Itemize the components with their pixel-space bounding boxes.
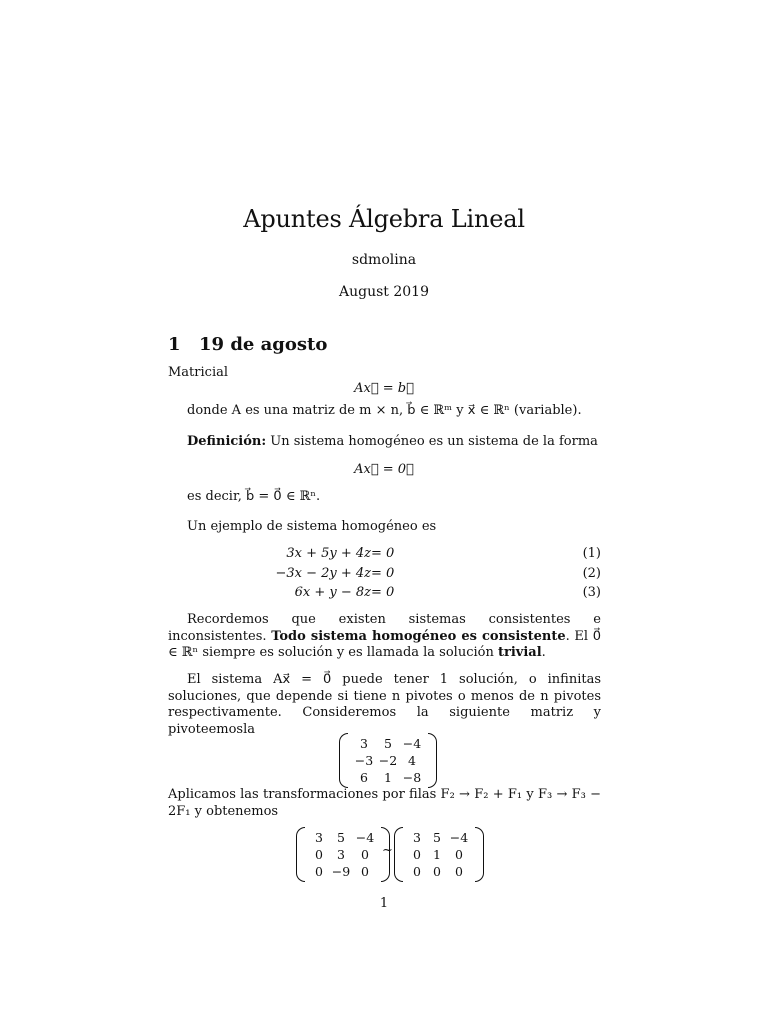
matrix-cell: 0 (413, 847, 421, 862)
matrix-cell: 4 (408, 753, 416, 768)
matrix-cell: 0 (361, 847, 369, 862)
donde-paragraph: donde A es una matriz de m × n, b⃗ ∈ ℝᵐ y x⃗ ∈ ℝⁿ (variable). (187, 403, 582, 418)
equation-rhs: = 0 (371, 546, 395, 561)
matrix-cell: 5 (384, 736, 392, 751)
matrix-cell: 0 (315, 847, 323, 862)
matrix-cell: 0 (315, 864, 323, 879)
matrix-cell: 0 (361, 864, 369, 879)
matrix-cell: 0 (455, 847, 463, 862)
matrix-reduced (394, 827, 484, 882)
matrix-cell: 0 (413, 864, 421, 879)
equation-rhs: = 0 (371, 585, 395, 600)
document-date: August 2019 (339, 284, 429, 300)
matrix-entries (348, 733, 428, 788)
matrix-cell: 0 (455, 864, 463, 879)
system-equation-row (168, 585, 601, 602)
system-equation-row (168, 546, 601, 563)
equation-lhs: −3x − 2y + 4z (275, 566, 371, 581)
equation-number: (3) (582, 585, 601, 600)
matrix-cell: 5 (337, 830, 345, 845)
equation-number: (2) (582, 566, 601, 581)
matrix-cell: 3 (360, 736, 368, 751)
right-parenthesis (428, 733, 437, 788)
matrix-cell: −4 (355, 830, 375, 845)
matrix-cell: 5 (433, 830, 441, 845)
definition-label: Definición: (187, 434, 267, 449)
matrix-cell: 1 (433, 847, 441, 862)
bold-term-trivial: trivial (497, 645, 542, 660)
matrix-cell: −4 (402, 736, 422, 751)
left-parenthesis (394, 827, 403, 882)
matrix-cell: −3 (354, 753, 374, 768)
left-parenthesis (339, 733, 348, 788)
document-title: Apuntes Álgebra Lineal (243, 205, 525, 233)
matrix-cell: 3 (413, 830, 421, 845)
matrix-cell: 1 (384, 770, 392, 785)
left-parenthesis (296, 827, 305, 882)
equation-homogeneous: Ax⃗ = 0⃗ (354, 462, 414, 477)
matrix-entries (305, 827, 381, 882)
page-number: 1 (379, 896, 389, 911)
definition-paragraph (168, 434, 601, 451)
aplicamos-paragraph: Aplicamos las transformaciones por filas F₂ → F₂ + F₁ y F₃ → F₃ − 2F₁ y obtenemos (168, 787, 601, 819)
equation-lhs: 6x + y − 8z (294, 585, 371, 600)
paragraph-text: . El 0⃗ ∈ ℝⁿ siempre es solución y es llamada la solución (168, 628, 601, 660)
equation-rhs: = 0 (371, 566, 395, 581)
right-parenthesis (475, 827, 484, 882)
equation-lhs: 3x + 5y + 4z (286, 546, 371, 561)
es-decir-paragraph: es decir, b⃗ = 0⃗ ∈ ℝⁿ. (187, 489, 321, 504)
consistent-paragraph (168, 612, 601, 662)
section-heading (168, 334, 327, 356)
matrix-cell: −4 (449, 830, 469, 845)
bold-statement: Todo sistema homogéneo es consistente (271, 628, 566, 644)
paragraph-text: . (541, 645, 546, 660)
paragraph-text: Recordemos que existen sistemas consistentes e inconsistentes. (168, 612, 601, 644)
similar-symbol: ~ (382, 843, 393, 858)
matricial-label: Matricial (168, 365, 229, 380)
matrix-cell: −8 (402, 770, 422, 785)
definition-text: Un sistema homogéneo es un sistema de la forma (266, 434, 598, 449)
matrix-original (339, 733, 437, 788)
matrix-cell: 3 (315, 830, 323, 845)
matrix-cell: −9 (331, 864, 351, 879)
matrix-cell: 6 (360, 770, 368, 785)
matrix-entries (403, 827, 475, 882)
ejemplo-intro: Un ejemplo de sistema homogéneo es (187, 519, 437, 534)
equation-main: Ax⃗ = b⃗ (354, 381, 414, 396)
matrix-cell: −2 (378, 753, 398, 768)
matrix-cell: 3 (337, 847, 345, 862)
section-number: 1 (168, 334, 181, 355)
matrix-transformed (296, 827, 390, 882)
section-title: 19 de agosto (199, 334, 328, 355)
system-equation-row (168, 566, 601, 583)
document-author: sdmolina (351, 252, 417, 268)
equation-number: (1) (582, 546, 601, 561)
sistema-paragraph: El sistema Ax⃗ = 0⃗ puede tener 1 solución, o infinitas soluciones, que depende si tiene n pivotes o menos de n pivotes respectivamente. Consideremos la siguiente matriz y pivoteemosla (168, 672, 601, 737)
matrix-cell: 0 (433, 864, 441, 879)
